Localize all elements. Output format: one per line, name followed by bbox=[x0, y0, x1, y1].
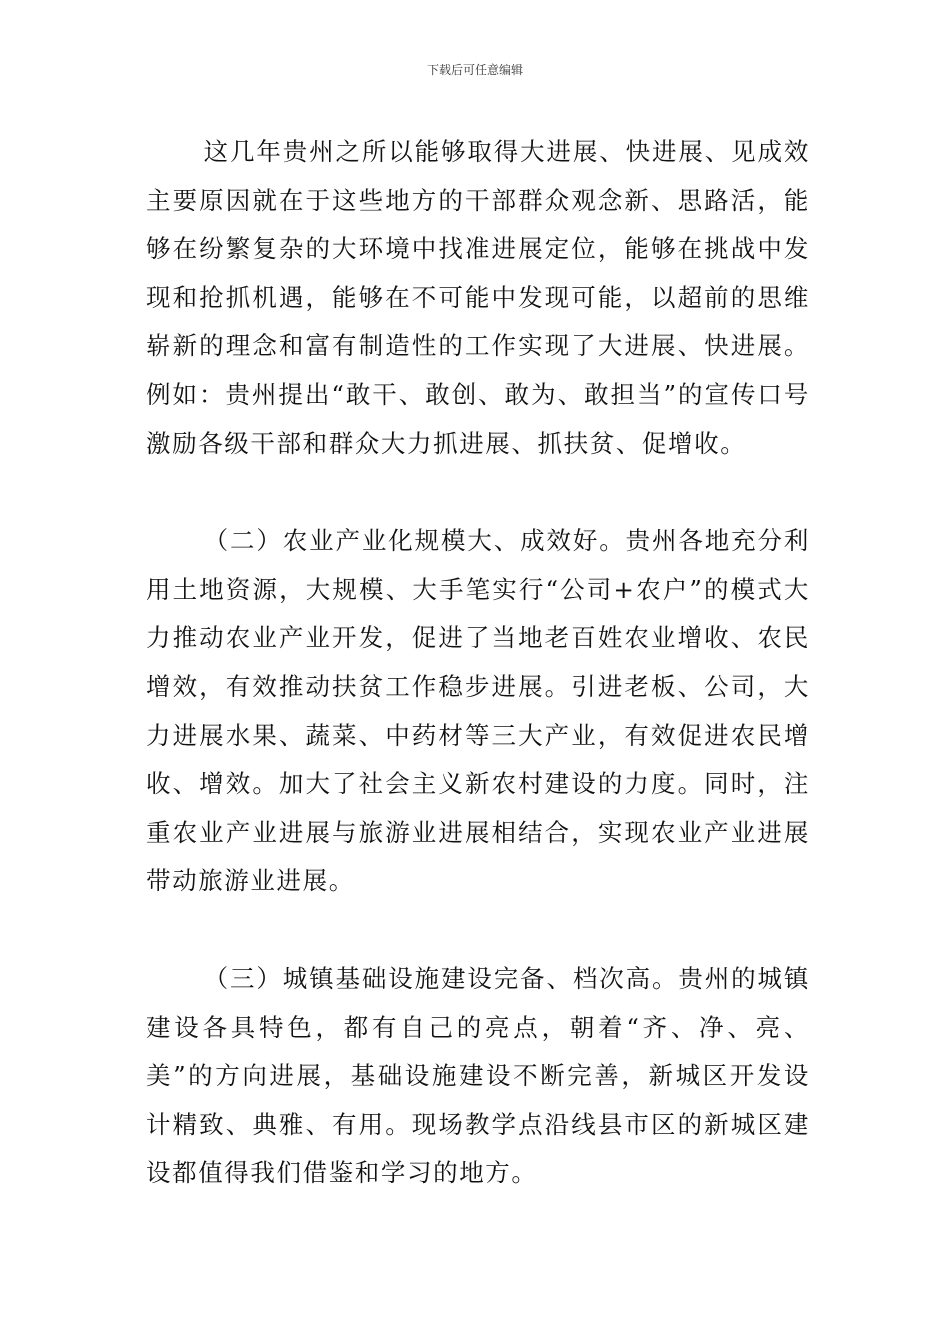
page-header: 下载后可任意编辑 bbox=[426, 63, 523, 77]
paragraph-2: （二）农业产业化规模大、成效好。贵州各地充分利用土地资源，大规模、大手笔实行“公司+农户”的模式大力推动农业产业开发，促进了当地老百姓农业增收、农民增效，有效推动扶贫工作稳步进展。引进老板、公司，大力进展水果、蔬菜、中药材等三大产业，有效促进农民增收、增效。加大了社会主义新农村建设的力度。同时，注重农业产业进展与旅游业进展相结合，实现农业产业进展带动旅游业进展。 bbox=[146, 526, 810, 896]
paragraph-1: 这几年贵州之所以能够取得大进展、快进展、见成效主要原因就在于这些地方的干部群众观念新、思路活，能够在纷繁复杂的大环境中找准进展定位，能够在挑战中发现和抢抓机遇，能够在不可能中发现可能，以超前的思维崭新的理念和富有制造性的工作实现了大进展、快进展。例如：贵州提出“敢干、敢创、敢为、敢担当”的宣传口号激励各级干部和群众大力抓进展、抓扶贫、促增收。 bbox=[146, 137, 810, 458]
paragraph-3: （三）城镇基础设施建设完备、档次高。贵州的城镇建设各具特色，都有自己的亮点，朝着“齐、净、亮、美”的方向进展，基础设施建设不断完善，新城区开发设计精致、典雅、有用。现场教学点沿线县市区的新城区建设都值得我们借鉴和学习的地方。 bbox=[146, 963, 810, 1188]
document-body bbox=[146, 128, 810, 1198]
